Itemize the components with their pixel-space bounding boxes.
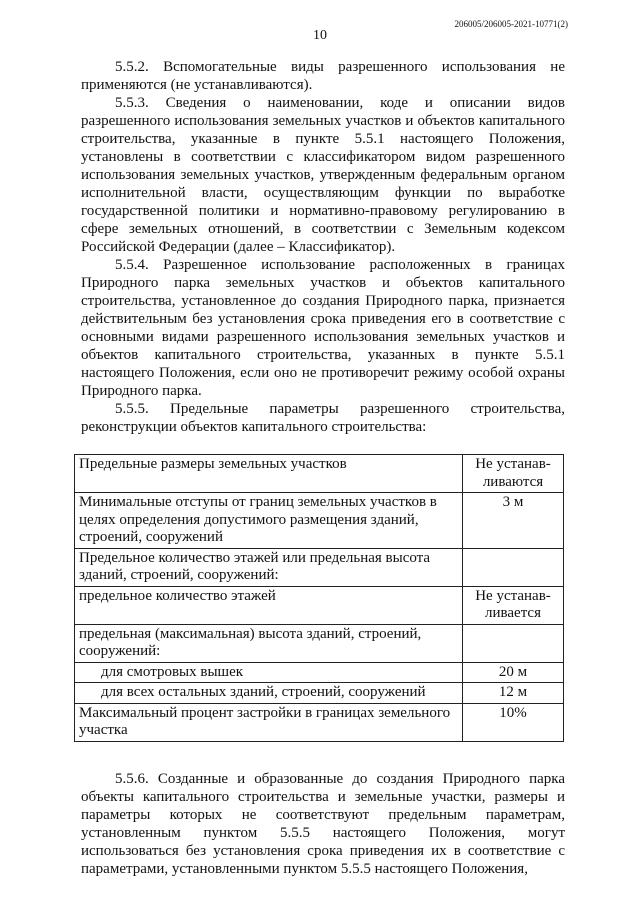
table-cell-param: для смотровых вышек [75,662,463,683]
table-cell-param: предельная (максимальная) высота зданий, строений, сооружений: [75,624,463,662]
table-row [75,455,564,493]
table-cell-value: Не устанав-ливаются [463,455,564,493]
table-row [75,586,564,624]
table-cell-value [463,624,564,662]
paragraph-5-5-5: 5.5.5. Предельные параметры разрешенного строительства, реконструкции объектов капитального строительства: [81,401,565,435]
table-row [75,624,564,662]
paragraph-5-5-6: 5.5.6. Созданные и образованные до создания Природного парка объекты капитального строительства и земельные участки, размеры и параметры которых не соответствуют предельным параметрам, установленным пунктом 5.5.5 настоящего Положения, могут использоваться без установления срока приведения их в соответствие с параметрами, установленными пунктом 5.5.5 настоящего Положения, [81,770,565,877]
paragraph-5-5-4: 5.5.4. Разрешенное использование расположенных в границах Природного парка земельных участков и объектов капитального строительства, установленное до создания Природного парка, признается действительным без установления срока приведения его в соответствие с основными видами разрешенного использования земельных участков и объектов капитального строительства, указанных в пункте 5.5.1 настоящего Положения, если оно не противоречит режиму особой охраны Природного парка. [81,257,565,399]
table-cell-param: Предельное количество этажей или предельная высота зданий, строений, сооружений: [75,548,463,586]
table-row [75,662,564,683]
table-row [75,703,564,741]
table-cell-value: Не устанав-ливается [463,586,564,624]
table-cell-value: 3 м [463,493,564,549]
table-cell-param: Предельные размеры земельных участков [75,455,463,493]
table-cell-value: 12 м [463,683,564,704]
document-id: 206005/206005-2021-10771(2) [454,19,568,29]
document-body [81,58,565,878]
table-cell-param: Максимальный процент застройки в границах земельного участка [75,703,463,741]
table-cell-value: 10% [463,703,564,741]
paragraph-5-5-3: 5.5.3. Сведения о наименовании, коде и описании видов разрешенного использования земельных участков и объектов капитального строительства, указанные в пункте 5.5.1 настоящего Положения, установлены в соответствии с классификатором видом разрешенного использования земельных участков, утвержденным федеральным органом исполнительной власти, осуществляющим функции по выработке государственной политики и нормативно-правовому регулированию в сфере земельных отношений, в соответствии с Земельным кодексом Российской Федерации (далее – Классификатор). [81,95,565,255]
table-cell-value [463,548,564,586]
table-row [75,548,564,586]
table-cell-param: предельное количество этажей [75,586,463,624]
parameters-table [74,454,564,742]
table-cell-param: для всех остальных зданий, строений, сооружений [75,683,463,704]
paragraph-5-5-2: 5.5.2. Вспомогательные виды разрешенного использования не применяются (не устанавливаются). [81,59,565,93]
table-row [75,493,564,549]
page-number: 10 [313,28,327,43]
table-row [75,683,564,704]
table-cell-value: 20 м [463,662,564,683]
table-cell-param: Минимальные отступы от границ земельных участков в целях определения допустимого размещения зданий, строений, сооружений [75,493,463,549]
